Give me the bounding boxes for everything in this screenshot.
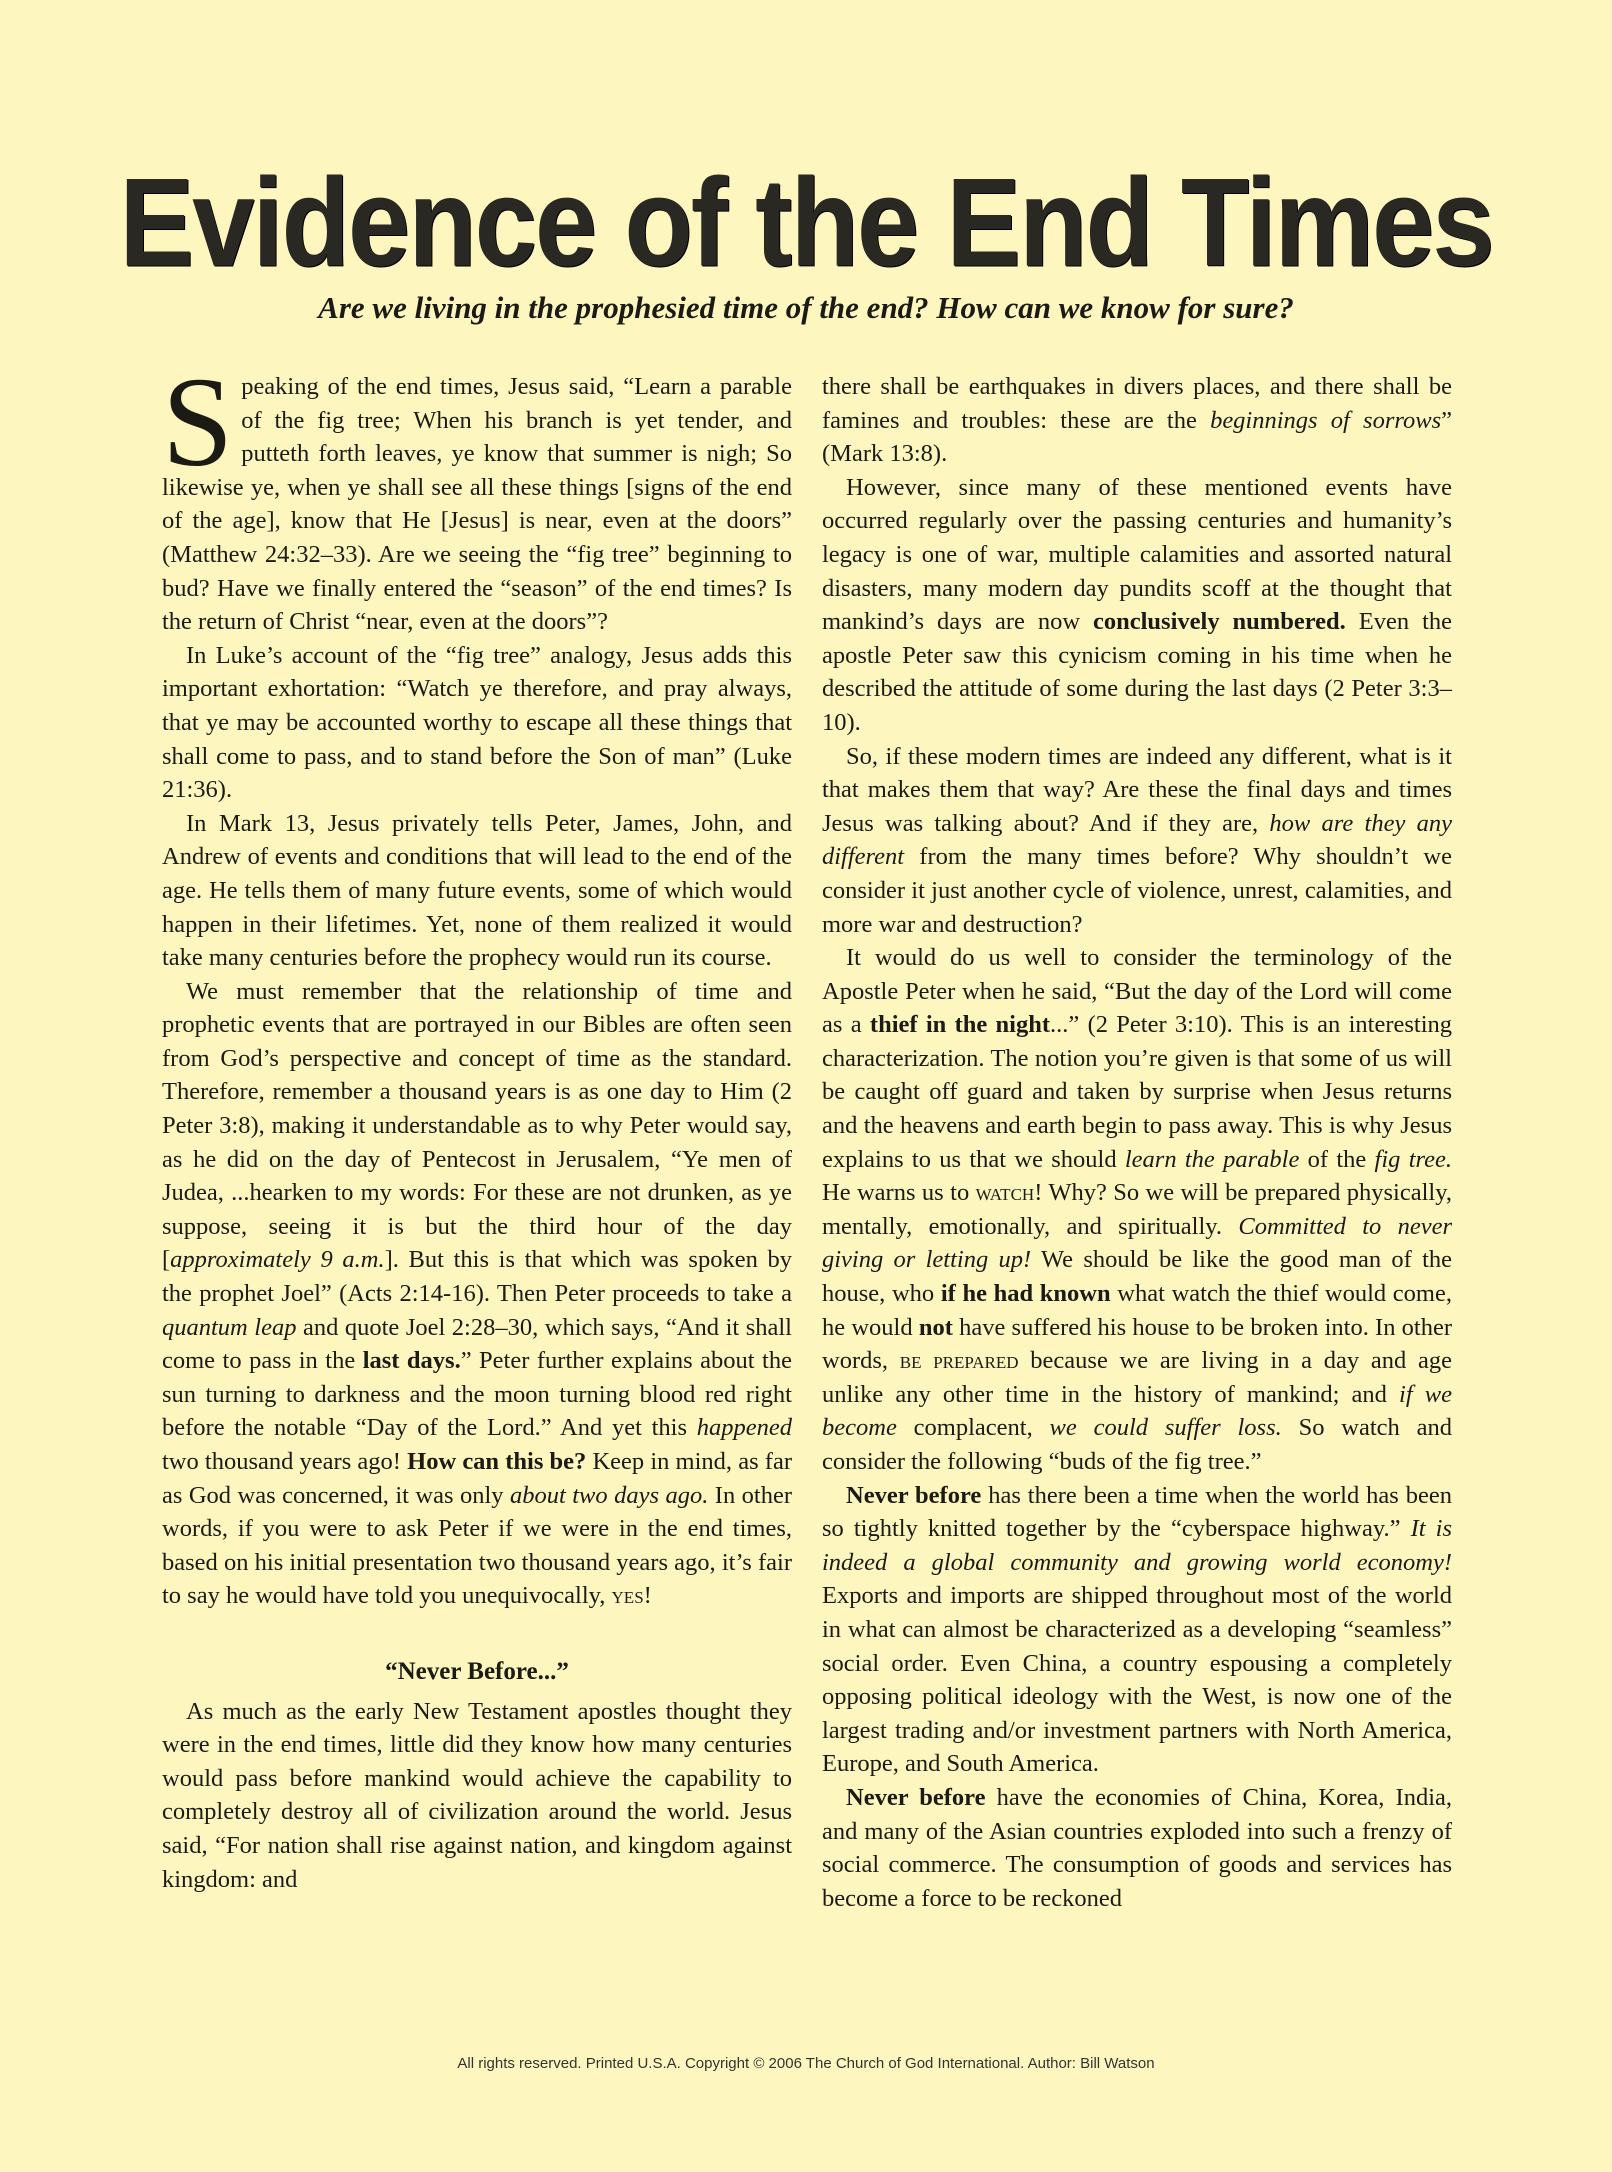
paragraph: Never before have the economies of China, Korea, India, and many of the Asian countries exploded into such a frenzy of social commerce. The consumption of goods and services has become a force to be reckoned [822,1783,1452,1912]
article-subtitle: Are we living in the prophesied time of the end? How can we know for sure? [318,290,1294,325]
paragraph: It would do us well to consider the terminology of the Apostle Peter when he said, “But the day of the Lord will come as a thief in the night...” (2 Peter 3:10). This is an interesting characterization. The notion you’re given is that some of us will be caught off guard and taken by surprise when Jesus returns and the heavens and earth begin to pass away. This is why Jesus explains to us that we should learn the parable of the fig tree. He warns us to watch! Why? So we will be prepared physically, mentally, emotionally, and spiritually. Committed to never giving or letting up! We should be like the good man of the house, who if he had known what watch the thief would come, he would not have suffered his house to be broken into. In other words, be prepared because we are living in a day and age unlike any other time in the history of mankind; and if we become complacent, we could suffer loss. So watch and consider the following “buds of the fig tree.” [822,944,1453,1475]
article-title: Evidence of the End Times [119,152,1493,293]
paragraph: As much as the early New Testament apostles thought they were in the end times, little did they know how many centuries would pass before mankind would achieve the capability to completely destroy all of civilization around the world. Jesus said, “For nation shall rise against nation, and kingdom against kingdom: and [162,1697,792,1893]
copyright-footer: All rights reserved. Printed U.S.A. Copyright © 2006 The Church of God International. Author: Bill Watson [457,2055,1155,2072]
paragraph: So, if these modern times are indeed any different, what is it that makes them that way? Are these the final days and times Jesus was talking about? And if they are, how are they any different from the many times before? Why shouldn’t we consider it just another cycle of violence, unrest, calamities, and more war and destruction? [822,742,1452,938]
paragraph: Speaking of the end times, Jesus said, “Learn a parable of the fig tree; When his branch is yet tender, and putteth forth leaves, ye know that summer is nigh; So likewise ye, when ye shall see all these things [signs of the end of the age], know that He [Jesus] is near, even at the doors” (Matthew 24:32–33). Are we seeing the “fig tree” beginning to bud? Have we finally entered the “season” of the end times? Is the return of Christ “near, even at the doors”? [162,351,792,636]
paragraph: In Mark 13, Jesus privately tells Peter, James, John, and Andrew of events and conditions that will lead to the end of the age. He tells them of many future events, some of which would happen in their lifetimes. Yet, none of them realized it would take many centuries before the prophecy would run its course. [162,809,792,972]
paragraph: However, since many of these mentioned events have occurred regularly over the passing centuries and humanity’s legacy is one of war, multiple calamities and assorted natural disasters, many modern day pundits scoff at the thought that mankind’s days are now conclusively numbered. Even the apostle Peter saw this cynicism coming in his time when he described the attitude of some during the last days (2 Peter 3:3–10). [822,473,1453,736]
paragraph: In Luke’s account of the “fig tree” analogy, Jesus adds this important exhortation: “Watch ye therefore, and pray always, that ye may be accounted worthy to escape all these things that shall come to pass, and to stand before the Son of man” (Luke 21:36). [162,641,792,804]
drop-cap: S [162,351,234,493]
paragraph: Never before has there been a time when the world has been so tightly knitted together by the “cyberspace highway.” It is indeed a global community and growing world economy! Exports and imports are shipped throughout most of the world in what can almost be characterized as a developing “seamless” social order. Even China, a country espousing a completely opposing political ideology with the West, is now one of the largest trading and/or investment partners with North America, Europe, and South America. [822,1481,1452,1778]
paragraph: there shall be earthquakes in divers places, and there shall be famines and troubles: these are the beginnings of sorrows” (Mark 13:8). [822,373,1452,468]
paragraph: We must remember that the relationship of time and prophetic events that are portrayed in our Bibles are often seen from God’s perspective and concept of time as the standard. Therefore, remember a thousand years is as one day to Him (2 Peter 3:8), making it understandable as to why Peter would say, as he did on the day of Pentecost in Jerusalem, “Ye men of Judea, ...hearken to my words: For these are not drunken, as ye suppose, seeing it is but the third hour of the day [approximately 9 a.m.]. But this is that which was spoken by the prophet Joel” (Acts 2:14-16). Then Peter proceeds to take a quantum leap and quote Joel 2:28–30, which says, “And it shall come to pass in the last days.” Peter further explains about the sun turning to darkness and the moon turning blood red right before the notable “Day of the Lord.” And yet this happened two thousand years ago! How can this be? Keep in mind, as far as God was concerned, it was only about two days ago. In other words, if you were to ask Peter if we were in the end times, based on his initial presentation two thousand years ago, it’s fair to say he would have told you unequivocally, yes! [162,977,793,1610]
section-heading: “Never Before...” [385,1657,569,1685]
right-column [822,370,1452,1915]
left-column [162,351,793,1896]
